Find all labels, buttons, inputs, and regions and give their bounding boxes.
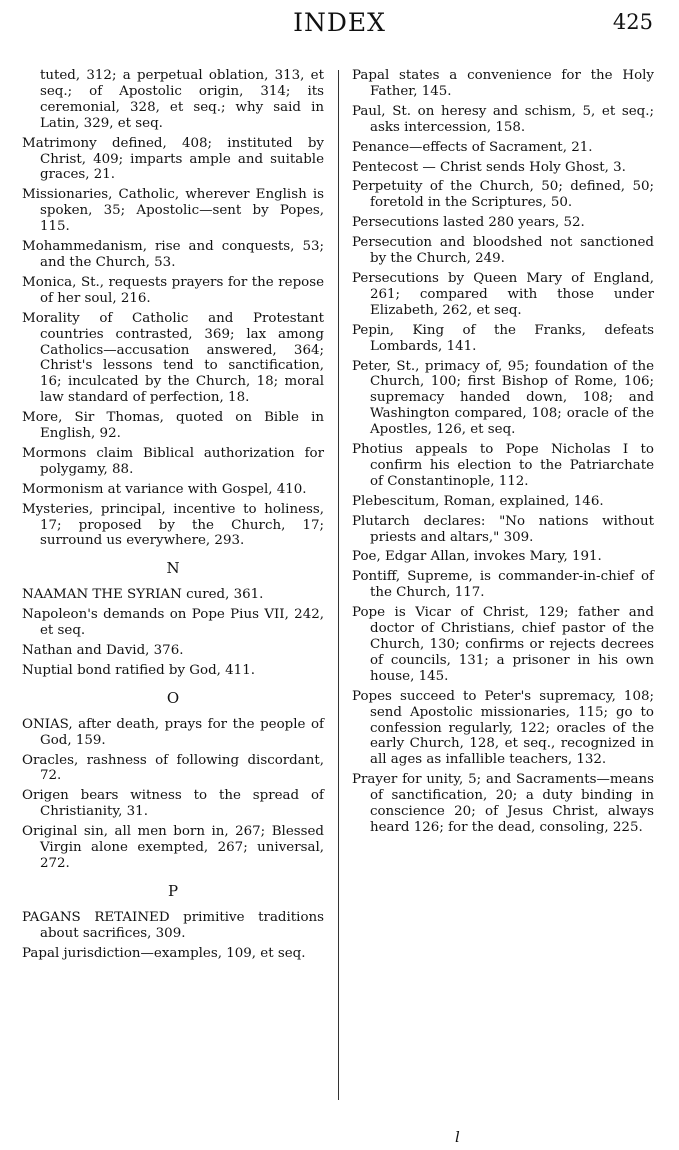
index-entry: Poe, Edgar Allan, invokes Mary, 191.: [352, 549, 602, 565]
index-entry: Mormonism at variance with Gospel, 410.: [22, 481, 307, 497]
index-entry: Plutarch declares: "No nations without priests and altars," 309.: [352, 513, 654, 545]
index-entry: Perpetuity of the Church, 50; defined, 50; foretold in the Scriptures, 50.: [352, 179, 654, 211]
index-entry: Peter, St., primacy of, 95; foundation of the Church, 100; first Bishop of Rome, 106; supremacy handed down, 108; and Washington compared, 108; oracle of the Apostles, 126, et seq.: [352, 358, 654, 438]
index-entry: Morality of Catholic and Protestant countries contrasted, 369; lax among Catholics—accusation answered, 364; Christ's lessons tend to sanctification, 16; inculcated by the Church, 18; moral law standard of perfection, 18.: [22, 310, 324, 406]
column-divider: [338, 70, 339, 1100]
index-entry: Prayer for unity, 5; and Sacraments—means of sanctification, 20; a duty binding in conscience 20; of Jesus Christ, always heard 126; for the dead, consoling, 225.: [352, 772, 654, 835]
page-header: [0, 8, 679, 48]
page-number: 425: [612, 10, 653, 34]
index-entry: Pepin, King of the Franks, defeats Lombards, 141.: [352, 322, 654, 354]
index-entry: Paul, St. on heresy and schism, 5, et seq.; asks intercession, 158.: [352, 103, 654, 135]
index-entry: Origen bears witness to the spread of Christianity, 31.: [22, 788, 324, 820]
index-entry: Penance—effects of Sacrament, 21.: [352, 139, 593, 155]
index-entry: Nathan and David, 376.: [22, 643, 184, 658]
index-entry: Pentecost — Christ sends Holy Ghost, 3.: [352, 159, 626, 175]
index-entry: Persecutions by Queen Mary of England, 261; compared with those under Elizabeth, 262, et seq.: [352, 270, 654, 318]
index-entry: More, Sir Thomas, quoted on Bible in English, 92.: [22, 410, 324, 442]
index-entry: Persecutions lasted 280 years, 52.: [352, 215, 585, 231]
index-entry: PAGANS RETAINED primitive traditions about sacrifices, 309.: [22, 909, 324, 941]
index-entry: Monica, St., requests prayers for the repose of her soul, 216.: [22, 274, 324, 306]
index-entry: Napoleon's demands on Pope Pius VII, 242, et seq.: [22, 607, 324, 639]
index-entry: Oracles, rashness of following discordant, 72.: [22, 752, 324, 784]
index-entry: ONIAS, after death, prays for the people of God, 159.: [22, 716, 324, 748]
index-entry: Matrimony defined, 408; instituted by Christ, 409; imparts ample and suitable graces, 21.: [22, 135, 324, 183]
index-entry: Photius appeals to Pope Nicholas I to confirm his election to the Patriarchate of Constantinople, 112.: [352, 442, 654, 489]
page-title: INDEX: [293, 8, 386, 37]
index-entry: tuted, 312; a perpetual oblation, 313, et seq.; of Apostolic origin, 314; its ceremonial, 328, et seq.; why said in Latin, 329, et seq.: [40, 68, 324, 131]
section-letter: N: [166, 559, 180, 578]
index-entry: Original sin, all men born in, 267; Blessed Virgin alone exempted, 267; universal, 272.: [22, 824, 324, 871]
section-letter: O: [166, 688, 180, 707]
index-entry: Popes succeed to Peter's supremacy, 108; send Apostolic missionaries, 115; go to confession regularly, 122; oracles of the early Church, 128, et seq., recognized in all ages as infallible teachers, 132.: [352, 688, 654, 768]
index-entry: Papal states a convenience for the Holy Father, 145.: [352, 68, 654, 99]
index-entry: Mysteries, principal, incentive to holiness, 17; proposed by the Church, 17; surround us everywhere, 293.: [22, 501, 324, 549]
section-letter: P: [167, 881, 179, 900]
index-entry: Mohammedanism, rise and conquests, 53; and the Church, 53.: [22, 239, 324, 270]
index-column-left: [22, 68, 324, 966]
index-entry: Mormons claim Biblical authorization for polygamy, 88.: [22, 445, 324, 477]
index-entry: Papal jurisdiction—examples, 109, et seq.: [22, 945, 306, 961]
index-entry: Nuptial bond ratified by God, 411.: [22, 662, 255, 678]
index-entry: Plebescitum, Roman, explained, 146.: [352, 493, 604, 509]
index-entry: Pope is Vicar of Christ, 129; father and doctor of Christians, chief pastor of the Church, 130; confirms or rejects decrees of councils, 131; a prisoner in his own house, 145.: [352, 605, 654, 684]
index-entry: NAAMAN THE SYRIAN cured, 361.: [22, 587, 264, 603]
footer-mark: l: [455, 1128, 460, 1146]
index-entry: Missionaries, Catholic, wherever English is spoken, 35; Apostolic—sent by Popes, 115.: [22, 187, 324, 235]
index-column-right: [352, 68, 654, 840]
index-entry: Pontiff, Supreme, is commander-in-chief of the Church, 117.: [352, 569, 654, 601]
index-entry: Persecution and bloodshed not sanctioned by the Church, 249.: [352, 235, 654, 267]
